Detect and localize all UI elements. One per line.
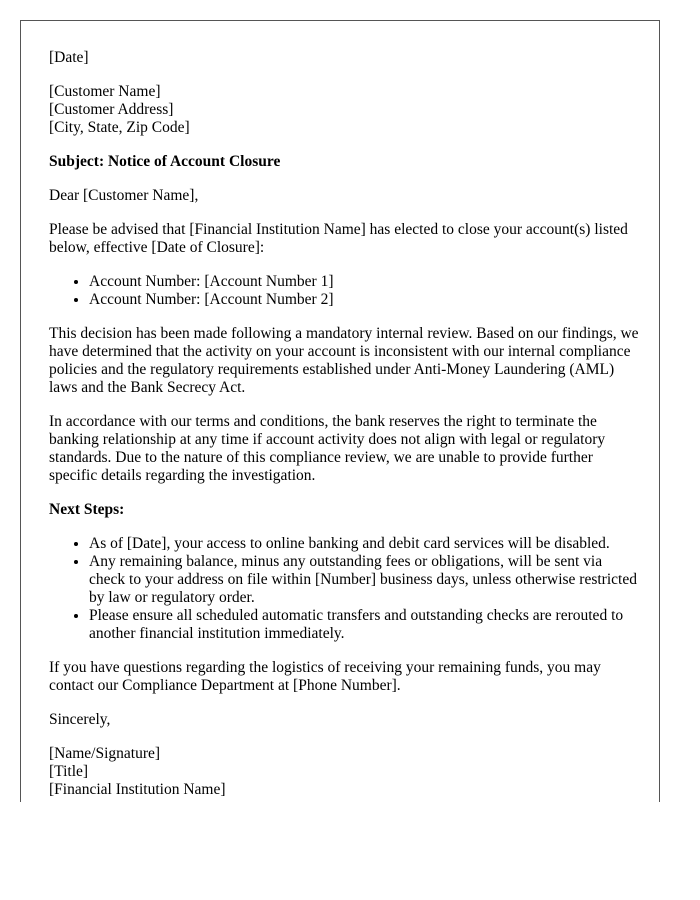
next-steps-item: • Please ensure all scheduled automatic transfers and outstanding checks are rerouted to another financial institution immediately. [89,607,639,643]
signature-block [49,745,639,799]
recipient-name: [Customer Name] [49,83,161,100]
next-steps-item: • As of [Date], your access to online banking and debit card services will be disabled. [89,535,639,553]
letter-salutation: Dear [Customer Name], [49,187,199,204]
signature-name: [Name/Signature] [49,745,161,762]
recipient-city-state-zip: [City, State, Zip Code] [49,119,190,136]
letter-date: [Date] [49,49,89,66]
signature-title: [Title] [49,763,89,780]
account-list [49,273,639,309]
account-list-item: • Account Number: [Account Number 1] [89,273,639,291]
next-steps-heading: Next Steps: [49,501,125,518]
recipient-address-block [49,83,639,137]
letter-subject: Subject: Notice of Account Closure [49,153,281,170]
signature-institution: [Financial Institution Name] [49,781,226,798]
letter-closing: Sincerely, [49,711,111,728]
next-steps-list [49,535,639,643]
questions-paragraph: If you have questions regarding the logistics of receiving your remaining funds, you may contact our Compliance Department at [Phone Number]. [49,659,601,694]
letter-page [20,20,660,802]
account-list-item: • Account Number: [Account Number 2] [89,291,639,309]
terms-paragraph: In accordance with our terms and conditions, the bank reserves the right to terminate the banking relationship at any time if account activity does not align with legal or regulatory standards. Due to the nature of this compliance review, we are unable to provide further specific details regarding the investigation. [49,413,606,484]
recipient-address: [Customer Address] [49,101,174,118]
decision-paragraph: This decision has been made following a mandatory internal review. Based on our findings, we have determined that the activity on your account is inconsistent with our internal compliance policies and the regulatory requirements established under Anti-Money Laundering (AML) laws and the Bank Secrecy Act. [49,325,639,396]
letter-content [49,49,639,802]
letter-intro: Please be advised that [Financial Institution Name] has elected to close your account(s) listed below, effective [Date of Closure]: [49,221,628,256]
next-steps-item: • Any remaining balance, minus any outstanding fees or obligations, will be sent via check to your address on file within [Number] business days, unless otherwise restricted by law or regulatory order. [89,553,639,607]
